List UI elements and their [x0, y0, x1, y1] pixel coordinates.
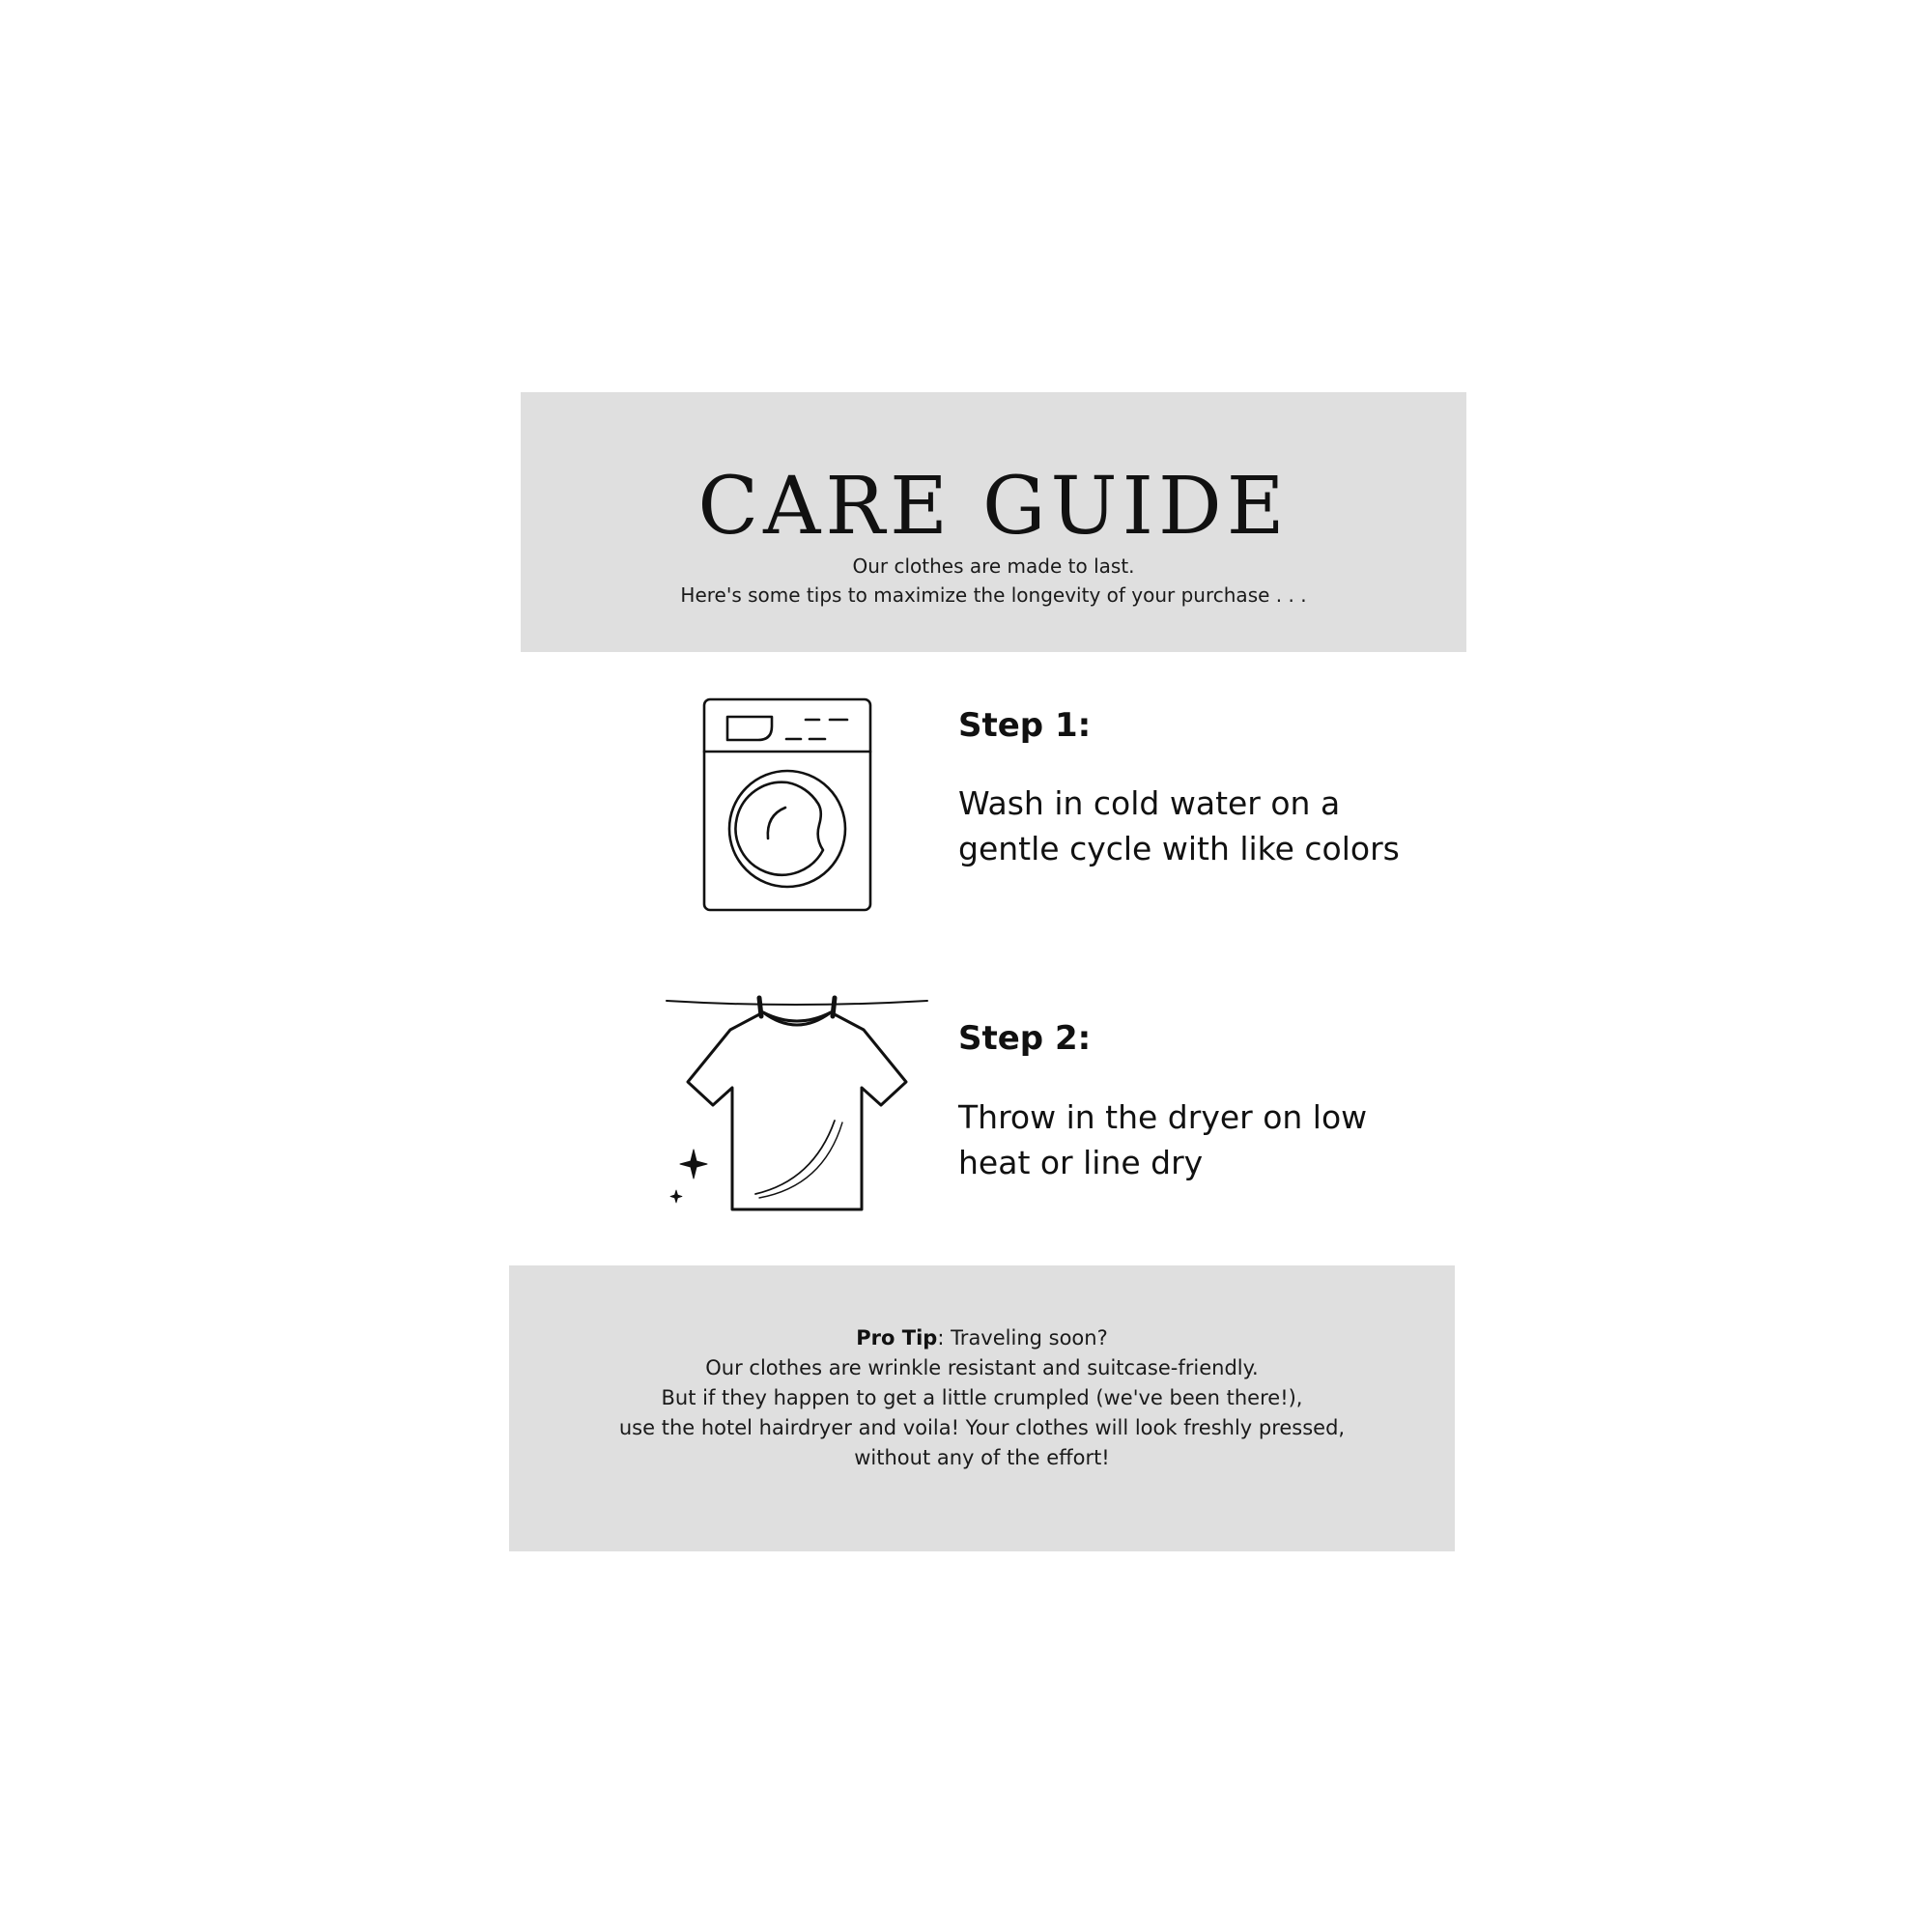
step-1-line: gentle cycle with like colors — [958, 830, 1400, 867]
pro-tip-line: use the hotel hairdryer and voila! Your clothes will look freshly pressed, — [618, 1416, 1346, 1439]
shirt-on-clothesline-icon — [659, 987, 931, 1211]
pro-tip-question: : Traveling soon? — [937, 1326, 1108, 1350]
header-panel — [521, 392, 1466, 652]
page-title: CARE GUIDE — [697, 461, 1290, 553]
pro-tip-first-line — [509, 1323, 1455, 1353]
washing-machine-icon — [702, 697, 872, 912]
step-2-line: Throw in the dryer on low — [958, 1098, 1368, 1136]
pro-tip-label: Pro Tip — [856, 1326, 938, 1350]
step-2-instructions — [958, 1094, 1422, 1185]
pro-tip-line: without any of the effort! — [854, 1446, 1110, 1469]
step-2-heading: Step 2: — [958, 1019, 1092, 1058]
step-2-line: heat or line dry — [958, 1144, 1204, 1181]
subtitle-line: Our clothes are made to last. — [852, 554, 1135, 578]
pro-tip-text — [509, 1323, 1455, 1473]
subtitle-line: Here's some tips to maximize the longevity of your purchase . . . — [680, 583, 1307, 607]
pro-tip-line: Our clothes are wrinkle resistant and suitcase-friendly. — [705, 1356, 1259, 1379]
step-1-heading: Step 1: — [958, 706, 1092, 745]
subtitle — [521, 552, 1466, 610]
step-1-line: Wash in cold water on a — [958, 784, 1341, 822]
pro-tip-line: But if they happen to get a little crumpled (we've been there!), — [661, 1386, 1303, 1409]
step-1-instructions — [958, 781, 1422, 871]
pro-tip-panel — [509, 1265, 1455, 1551]
